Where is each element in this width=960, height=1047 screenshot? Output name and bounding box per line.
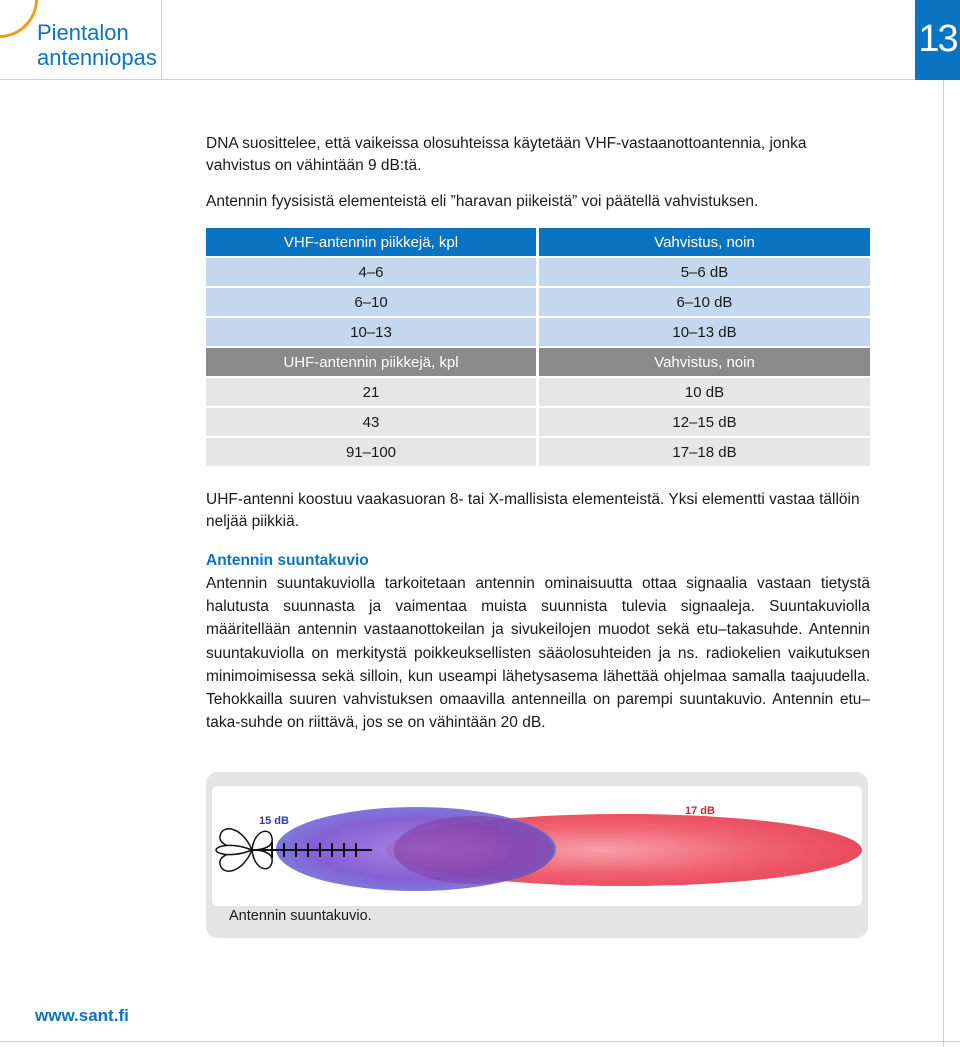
table-header-cell: Vahvistus, noin [539,348,870,378]
radiation-pattern-figure [212,786,862,906]
table-cell: 17–18 dB [539,438,870,468]
intro-paragraph-2: Antennin fyysisistä elementeistä eli ”haravan piikeistä” voi päätellä vahvistuksen. [206,193,759,210]
header-title-line1: Pientalon [37,20,129,45]
table-row [206,438,870,468]
header-title-line2: antenniopas [37,45,157,70]
table-cell: 10–13 dB [539,318,870,348]
section-heading: Antennin suuntakuvio [206,552,369,569]
table-cell: 43 [206,408,539,438]
figure-caption: Antennin suuntakuvio. [229,908,372,924]
right-margin-rule [943,80,944,1047]
table-cell: 12–15 dB [539,408,870,438]
table-cell: 21 [206,378,539,408]
bottom-rule [0,1041,960,1042]
table-cell: 6–10 dB [539,288,870,318]
table-cell: 10 dB [539,378,870,408]
footer-url-link[interactable]: www.sant.fi [35,1006,129,1025]
header-title [37,20,167,70]
table-row [206,378,870,408]
header-divider [161,0,162,80]
section-body: Antennin suuntakuviolla tarkoitetaan antennin ominaisuutta ottaa signaalia vastaan tietystä halutusta suunnasta ja vaimentaa muista suunnista tulevia signaaleja. Suuntakuviolla määritellään antennin vastaanottokeilan ja sivukeilojen muodot sekä etu–takasuhde. Antennin suuntakuviolla on merkitystä poikkeuksellisten sääolosuhteiden ja ns. radiokelien vaikutuksen minimoimisessa sekä silloin, kun useampi lähetysasema lähettää ohjelmaa samalla taajuudella. Tehokkailla suuren vahvistuksen omaavilla antenneilla on parempi suuntakuvio. Antennin etu–taka-suhde on riittävä, jos se on vähintään 20 dB. [206,575,870,732]
table-header-cell: Vahvistus, noin [539,228,870,258]
antenna-gain-table [206,228,870,468]
table-header-vhf [206,228,870,258]
table-header-cell: UHF-antennin piikkejä, kpl [206,348,539,378]
corner-arc-decoration [0,0,38,38]
page-number: 13 [915,0,960,80]
radiation-pattern-svg [212,786,862,906]
uhf-note: UHF-antenni koostuu vaakasuoran 8- tai X-mallisista elementeistä. Yksi elementti vastaa tällöin neljää piikkiä. [206,491,860,530]
table-row [206,258,870,288]
header-rule [0,79,915,80]
table-cell: 10–13 [206,318,539,348]
table-header-uhf [206,348,870,378]
table-cell: 6–10 [206,288,539,318]
intro-paragraph-1: DNA suosittelee, että vaikeissa olosuhteissa käytetään VHF-vastaanottoantennia, jonka vahvistus on vähintään 9 dB:tä. [206,135,807,174]
table-header-cell: VHF-antennin piikkejä, kpl [206,228,539,258]
table-row [206,318,870,348]
table-cell: 91–100 [206,438,539,468]
table-cell: 4–6 [206,258,539,288]
table-cell: 5–6 dB [539,258,870,288]
table-row [206,408,870,438]
table-row [206,288,870,318]
label-15db: 15 dB [259,815,289,827]
label-17db: 17 dB [685,805,715,817]
lobe-overlap [394,816,554,884]
